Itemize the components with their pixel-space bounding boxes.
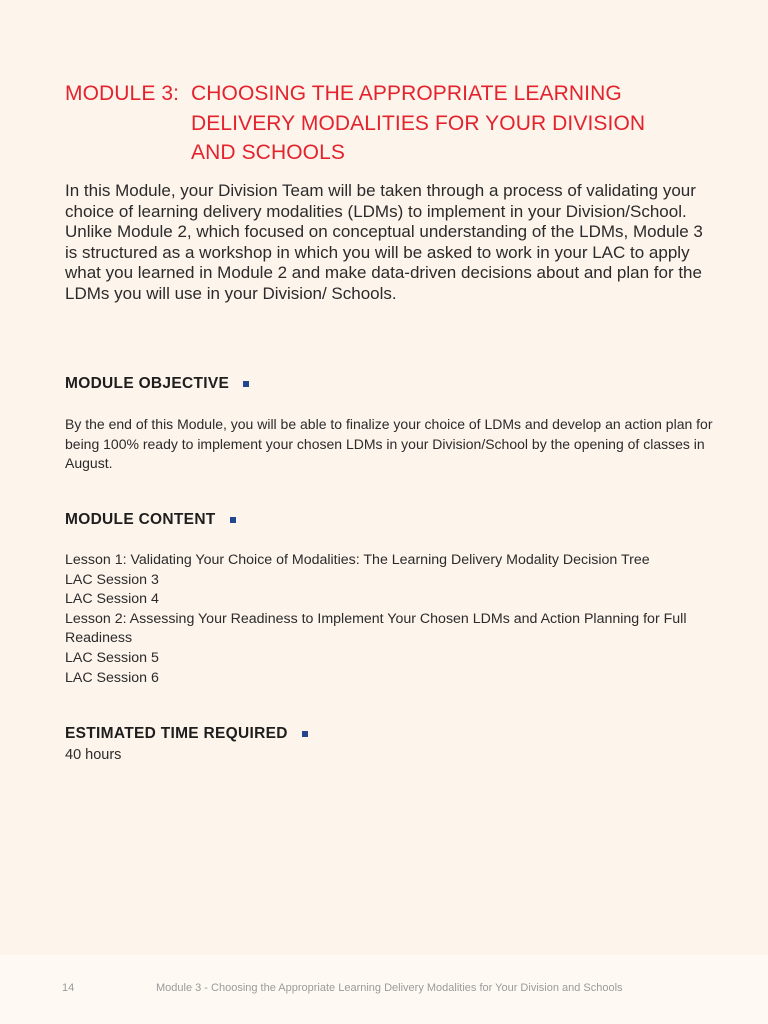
time-heading-text: ESTIMATED TIME REQUIRED	[65, 725, 288, 742]
footer-title: Module 3 - Choosing the Appropriate Learning Delivery Modalities for Your Division and Schools	[156, 982, 623, 994]
list-item: Lesson 2: Assessing Your Readiness to Implement Your Chosen LDMs and Action Planning for Full Readiness	[65, 610, 687, 647]
list-item: LAC Session 5	[65, 649, 159, 666]
square-bullet-icon	[230, 517, 236, 523]
module-title-text: CHOOSING THE APPROPRIATE LEARNING DELIVERY MODALITIES FOR YOUR DIVISION AND SCHOOLS	[191, 82, 646, 164]
time-heading	[65, 725, 308, 743]
objective-heading	[65, 375, 249, 393]
page-footer	[0, 955, 768, 1024]
time-value: 40 hours	[65, 747, 122, 763]
square-bullet-icon	[302, 731, 308, 737]
objective-heading-text: MODULE OBJECTIVE	[65, 375, 230, 392]
square-bullet-icon	[243, 381, 249, 387]
list-item: LAC Session 6	[65, 669, 159, 686]
list-item: Lesson 1: Validating Your Choice of Modalities: The Learning Delivery Modality Decision Tree	[65, 552, 650, 568]
module-title	[65, 79, 725, 168]
list-item: LAC Session 3	[65, 571, 159, 588]
content-heading	[65, 511, 236, 529]
module-number: MODULE 3:	[65, 82, 180, 105]
intro-paragraph: In this Module, your Division Team will be taken through a process of validating your choice of learning delivery modalities (LDMs) to implement in your Division/School. Unlike Module 2, which focused on conceptual understanding of the LDMs, Module 3 is structured as a workshop in which you will be asked to work in your LAC to apply what you learned in Module 2 and make data-driven decisions about and plan for the LDMs you will use in your Division/ Schools.	[65, 181, 703, 303]
content-list	[65, 551, 715, 688]
page-number: 14	[62, 982, 75, 994]
objective-text: By the end of this Module, you will be able to finalize your choice of LDMs and develop an action plan for being 100% ready to implement your chosen LDMs in your Division/School by the opening of classes in August.	[65, 416, 713, 472]
content-heading-text: MODULE CONTENT	[65, 511, 216, 528]
list-item: LAC Session 4	[65, 591, 159, 608]
